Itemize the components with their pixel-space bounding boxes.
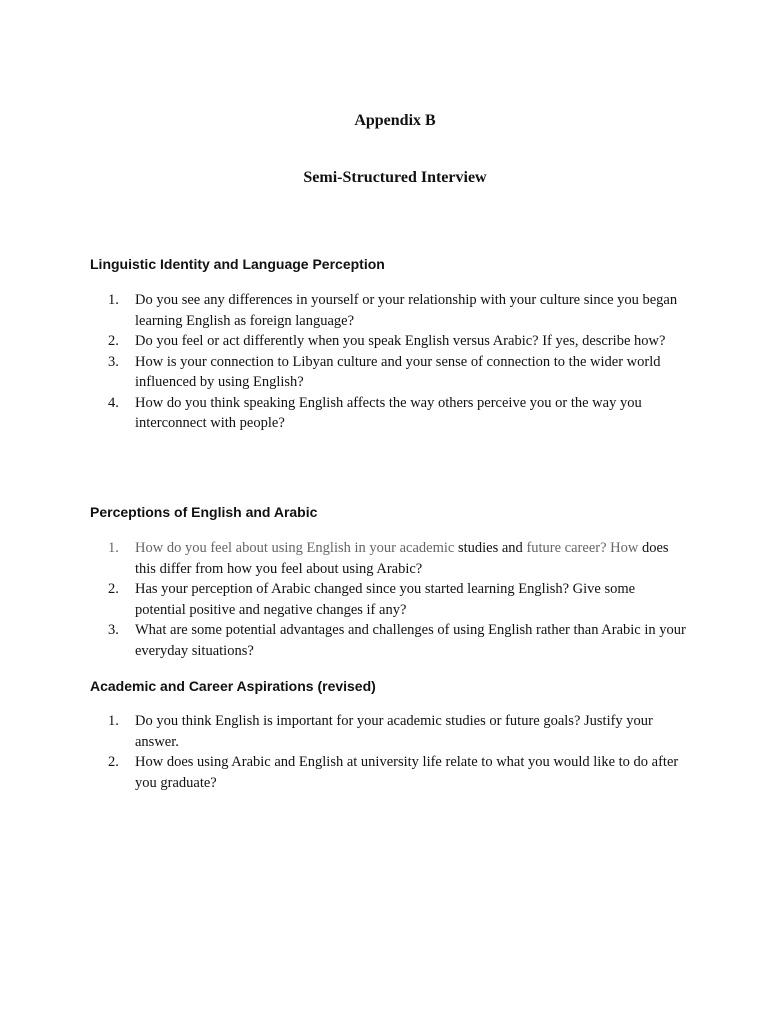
document-subtitle: Semi-Structured Interview <box>303 169 487 186</box>
question-list-academic-career <box>108 711 688 793</box>
question-item <box>108 331 688 352</box>
question-item <box>108 538 688 579</box>
question-text <box>135 538 688 579</box>
question-text-part: How do you feel about using English in your academic <box>135 540 455 556</box>
question-number: 1. <box>108 713 119 729</box>
question-item <box>108 711 688 752</box>
question-item <box>108 290 688 331</box>
question-number: 3. <box>108 353 119 370</box>
question-number: 1. <box>108 292 119 308</box>
question-text: How is your connection to Libyan culture and your sense of connection to the wider world influenced by using English? <box>135 353 661 390</box>
question-text: Do you see any differences in yourself or your relationship with your culture since you began learning English as foreign language? <box>135 292 678 329</box>
question-list-perceptions <box>108 538 688 661</box>
question-list-linguistic-identity <box>108 290 688 434</box>
question-text: How does using Arabic and English at university life relate to what you would like to do after you graduate? <box>135 754 679 791</box>
question-text-part: studies and <box>454 540 527 556</box>
question-text: Has your perception of Arabic changed since you started learning English? Give some potential positive and negative changes if any? <box>135 581 636 618</box>
question-text-part: does this differ from how you feel about using Arabic? <box>135 540 669 577</box>
question-item <box>108 752 688 793</box>
question-number: 1. <box>108 540 119 556</box>
question-number: 3. <box>108 622 119 638</box>
question-item <box>108 352 688 393</box>
question-number: 2. <box>108 581 119 597</box>
question-text: Do you feel or act differently when you speak English versus Arabic? If yes, describe how? <box>135 333 666 349</box>
question-text: How do you think speaking English affects the way others perceive you or the way you interconnect with people? <box>135 394 642 431</box>
section-heading-academic-career: Academic and Career Aspirations (revised) <box>90 678 376 694</box>
question-number: 2. <box>108 754 119 770</box>
question-item <box>108 620 688 661</box>
question-text-part: future career? How <box>526 540 639 556</box>
question-item <box>108 393 688 434</box>
question-text: Do you think English is important for your academic studies or future goals? Justify your answer. <box>135 713 653 750</box>
section-heading-linguistic-identity: Linguistic Identity and Language Perception <box>90 256 385 272</box>
document-title: Appendix B <box>354 112 436 129</box>
question-text: What are some potential advantages and challenges of using English rather than Arabic in your everyday situations? <box>135 622 686 659</box>
question-item <box>108 579 688 620</box>
section-heading-perceptions: Perceptions of English and Arabic <box>90 504 318 520</box>
question-number: 4. <box>108 394 119 411</box>
question-number: 2. <box>108 333 119 349</box>
